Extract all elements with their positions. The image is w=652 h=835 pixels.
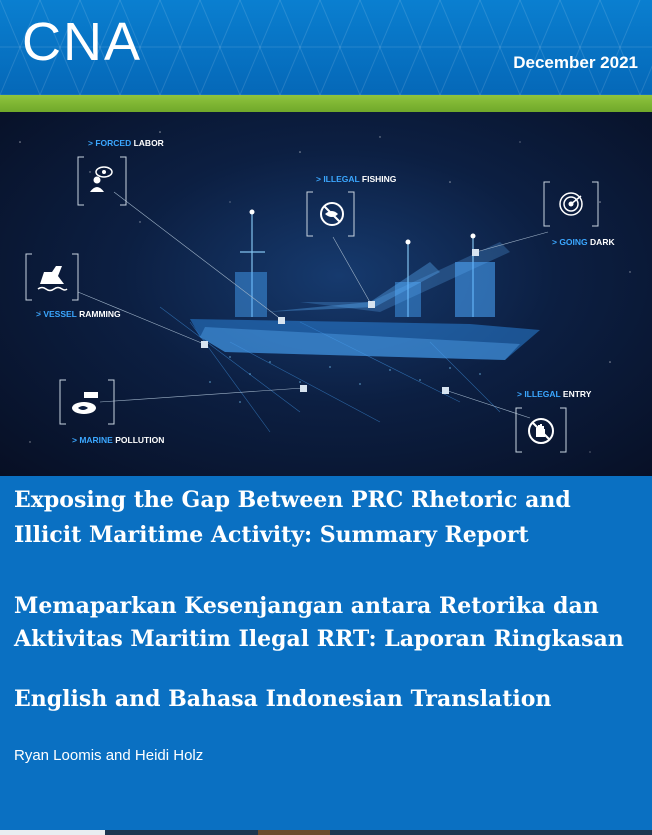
report-title-indonesian: Memaparkan Kesenjangan antara Retorika dan Aktivitas Maritim Ilegal RRT: Laporan Ringkasan — [14, 593, 624, 652]
bottom-edge-strip — [0, 830, 652, 835]
label-going-dark: > GOING DARK — [552, 237, 615, 247]
report-title-english: Exposing the Gap Between PRC Rhetoric and Illicit Maritime Activity: Summary Report — [14, 487, 571, 548]
person-eye-icon — [86, 164, 116, 194]
authors: Ryan Loomis and Heidi Holz — [14, 747, 204, 764]
report-date: December 2021 — [513, 53, 638, 72]
pipe-fish-icon — [70, 388, 104, 418]
header-banner — [0, 0, 652, 95]
label-illegal-entry: > ILLEGAL ENTRY — [517, 389, 592, 399]
cover-illustration — [0, 112, 652, 476]
cna-logo: CNA — [22, 12, 143, 72]
stop-hand-icon — [526, 416, 556, 446]
label-illegal-fishing: > ILLEGAL FISHING — [316, 174, 397, 184]
label-vessel-ramming: > VESSEL RAMMING — [36, 309, 121, 319]
radar-icon — [557, 190, 585, 218]
label-marine-pollution: > MARINE POLLUTION — [72, 435, 165, 445]
label-forced-labor: > FORCED LABOR — [88, 138, 164, 148]
ship-ramming-icon — [36, 262, 68, 294]
no-fishing-icon — [318, 200, 346, 228]
green-accent-bar — [0, 95, 652, 112]
translation-subtitle: English and Bahasa Indonesian Translation — [14, 686, 552, 712]
